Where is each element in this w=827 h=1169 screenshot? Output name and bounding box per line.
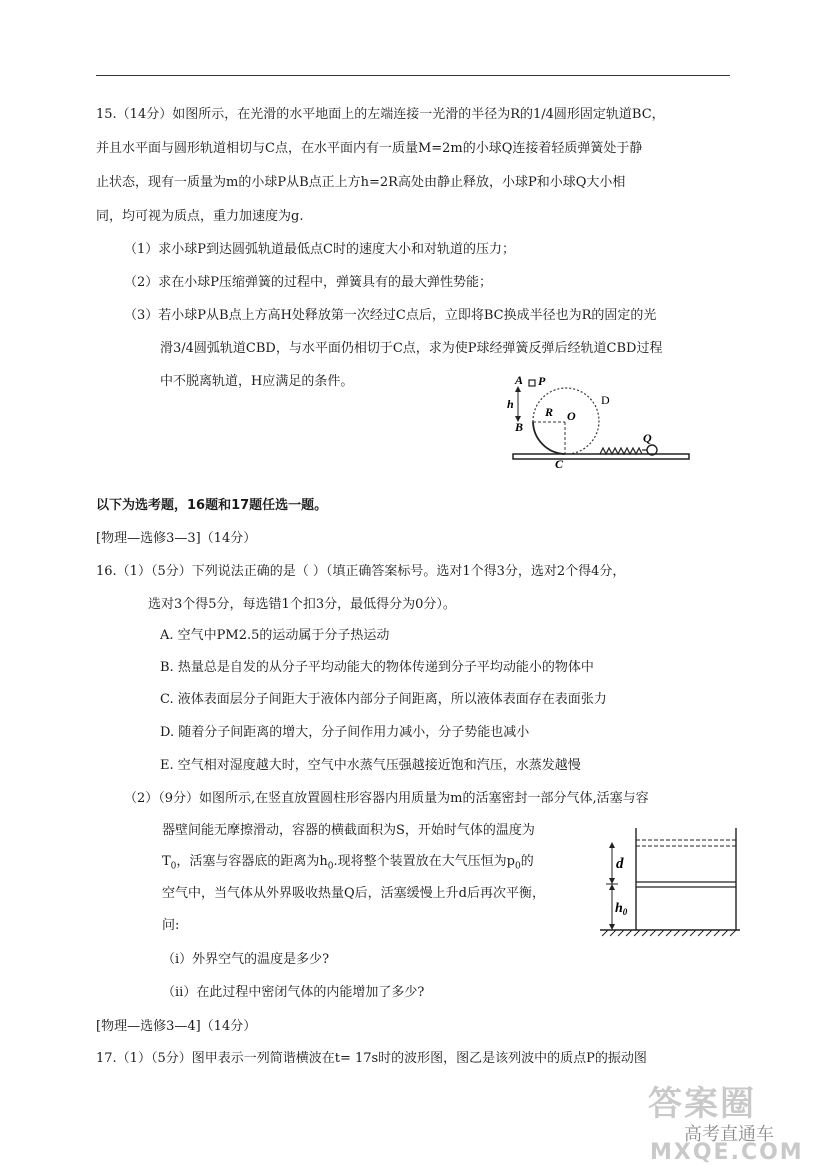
q16-part-2-line-2: 器壁间能无摩擦滑动，容器的横截面积为S，开始时气体的温度为 — [162, 823, 535, 838]
q15-line-1: 15.（14分）如图所示，在光滑的水平地面上的左端连接一光滑的半径为R的1/4圆形固定轨道BC， — [96, 107, 665, 122]
q16-option-d: D. 随着分子间距离的增大，分子间作用力减小，分子势能也减小 — [160, 725, 530, 740]
q16-sub-ii: （ii）在此过程中密闭气体的内能增加了多少? — [162, 985, 425, 1000]
q15-line-4: 同，均可视为质点，重力加速度为g. — [96, 209, 304, 224]
label-b: B — [515, 420, 524, 434]
header-rule — [96, 75, 730, 76]
ground-plane — [513, 454, 689, 459]
label-r: R — [545, 405, 554, 419]
label-p: P — [538, 374, 546, 388]
section-3-4-heading: [物理—选修3—4]（14分） — [96, 1019, 257, 1034]
ball-p — [529, 380, 535, 386]
watermark-text: 高考直通车 — [684, 1124, 774, 1145]
q15-line-3: 止状态，现有一质量为m的小球P从B点正上方h=2R高处由静止释放，小球P和小球Q大小相 — [96, 175, 626, 190]
label-h: h — [507, 397, 514, 411]
q15-line-2: 并且水平面与圆形轨道相切与C点，在水平面内有一质量M=2m的小球Q连接着轻质弹簧处于静 — [96, 141, 643, 156]
label-o: O — [567, 409, 576, 423]
q16-part-1-line-2: 选对3个得5分，每选错1个扣3分，最低得分为0分）。 — [148, 597, 456, 612]
q17-line-1: 17.（1）（5分）图甲表示一列简谐横波在t= 17s时的波形图，图乙是该列波中的质点P的振动图 — [96, 1051, 647, 1066]
label-d: D — [601, 393, 610, 407]
q16-part-2-line-4: 空气中，当气体从外界吸收热量Q后，活塞缓慢上升d后再次平衡， — [162, 886, 545, 901]
q15-part-1: （1）求小球P到达圆弧轨道最低点C时的速度大小和对轨道的压力； — [124, 242, 515, 257]
label-h0: $h_0$ — [615, 901, 628, 917]
q16-part-2-line-3: $T_0$，活塞与容器底的距离为$h_0$.现将整个装置放在大气压恒为$p_0$的 — [162, 854, 534, 872]
watermark-logo: 答案圈 — [648, 1084, 756, 1124]
q16-sub-i: （i）外界空气的温度是多少? — [162, 952, 330, 967]
quarter-arc-bc — [533, 422, 565, 454]
label-a: A — [515, 373, 524, 387]
q16-part-1-line-1: 16.（1）（5分）下列说法正确的是（ ）（填正确答案标号。选对1个得3分，选对2个得4分， — [96, 564, 626, 579]
label-d: d — [616, 856, 624, 872]
q16-part-2-line-1: （2）（9分）如图所示,在竖直放置圆柱形容器内用质量为m的活塞密封一部分气体,活塞与容 — [124, 791, 649, 806]
q15-part-3-line-1: （3）若小球P从B点上方高H处释放第一次经过C点后，立即将BC换成半径也为R的固定的光 — [124, 308, 657, 323]
watermark-url: MXQE.COM — [650, 1140, 804, 1165]
q15-part-2: （2）求在小球P压缩弹簧的过程中，弹簧具有的最大弹性势能； — [124, 275, 493, 290]
section-3-3-heading: [物理—选修3—3]（14分） — [96, 531, 257, 546]
label-c: C — [555, 457, 564, 470]
q16-container-figure — [596, 826, 742, 942]
label-q: Q — [643, 431, 652, 445]
q16-option-a: A. 空气中PM2.5的运动属于分子热运动 — [160, 628, 390, 643]
q15-part-3-line-2: 滑3/4圆弧轨道CBD，与水平面仍相切于C点，求为使P球经弹簧反弹后经轨道CBD过程 — [160, 341, 663, 356]
q15-figure — [505, 370, 695, 470]
q16-option-e: E. 空气相对湿度越大时，空气中水蒸气压强越接近饱和汽压，水蒸发越慢 — [160, 758, 581, 773]
q16-part-2-line-5: 问: — [162, 918, 180, 933]
elective-note: 以下为选考题，16题和17题任选一题。 — [96, 498, 328, 513]
q16-option-b: B. 热量总是自发的从分子平均动能大的物体传递到分子平均动能小的物体中 — [160, 660, 594, 675]
q16-option-c: C. 液体表面层分子间距大于液体内部分子间距离，所以液体表面存在表面张力 — [160, 692, 607, 707]
spring — [600, 448, 642, 454]
q15-part-3-line-3: 中不脱离轨道，H应满足的条件。 — [160, 374, 354, 389]
